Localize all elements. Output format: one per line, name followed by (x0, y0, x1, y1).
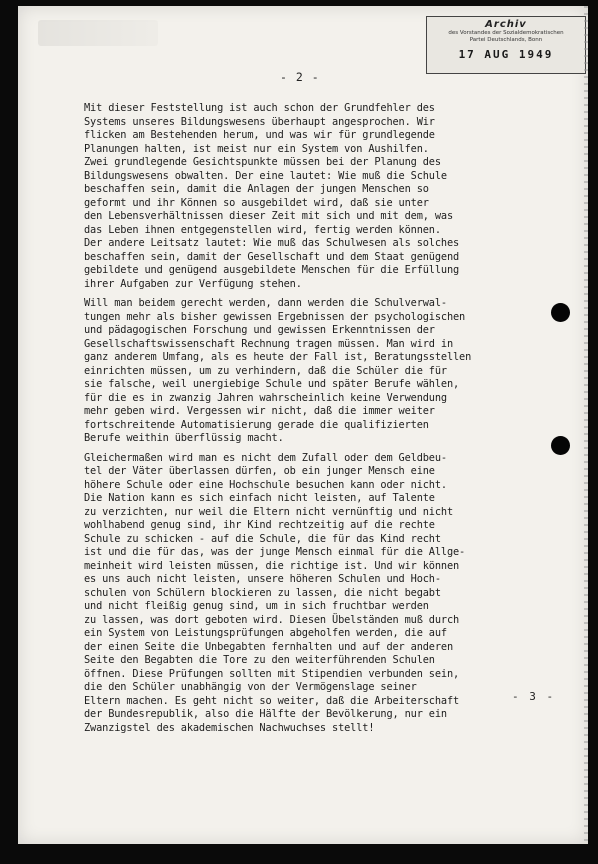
text-line: Systems unseres Bildungswesens überhaupt angesprochen. Wir (84, 115, 435, 128)
text-line: Bildungswesens obwalten. Der eine lautet: Wie muß die Schule (84, 169, 447, 182)
paragraph (84, 297, 584, 446)
text-line: meinheit wird leisten müssen, die richtige ist. Und wir können (84, 559, 460, 572)
text-line: für die es in zwanzig Jahren wahrscheinlich keine Verwendung (84, 391, 447, 404)
archive-stamp (426, 16, 586, 74)
text-line: es uns auch nicht leisten, unsere höheren Schulen und Hoch- (84, 573, 441, 585)
text-line: ganz anderem Umfang, als es heute der Fall ist, Beratungsstellen (84, 351, 472, 363)
text-line: Zwei grundlegende Gesichtspunkte müssen bei der Planung des (84, 156, 441, 168)
text-line: ein System von Leistungsprüfungen abgeholfen werden, die auf (84, 627, 447, 639)
text-line: flicken am Bestehenden herum, und was wir für grundlegende (84, 129, 435, 141)
text-line: der einen Seite die Unbegabten fernhalten und auf der anderen (84, 640, 454, 653)
text-line: beschaffen sein, damit der Gesellschaft und dem Staat genügend (84, 250, 460, 263)
text-line: mehr geben wird. Vergessen wir nicht, daß die immer weiter (84, 405, 435, 417)
text-line: höhere Schule oder eine Hochschule besuchen kann oder nicht. (84, 478, 447, 491)
text-line: die den Schüler unabhängig von der Vermögenslage seiner (84, 681, 417, 693)
text-line: tel der Väter überlassen dürfen, ob ein junger Mensch eine (84, 465, 435, 477)
page-edge-shadow (584, 6, 588, 844)
stamp-title: Archiv (485, 19, 527, 30)
faded-header-mark (38, 20, 158, 46)
text-line: Planungen halten, ist meist nur ein System von Aushilfen. (84, 142, 429, 155)
punch-hole-upper (551, 303, 570, 322)
body-text (84, 102, 584, 741)
text-line: einrichten müssen, um zu verhindern, daß die Schüler die für (84, 364, 447, 377)
text-line: beschaffen sein, damit die Anlagen der jungen Menschen so (84, 183, 429, 195)
text-line: zu lassen, was dort geboten wird. Diesen Übelständen muß durch (84, 613, 460, 626)
text-line: das Leben ihnen entgegenstellen wird, fertig werden können. (84, 223, 441, 236)
paragraph (84, 102, 584, 291)
text-line: Gleichermaßen wird man es nicht dem Zufall oder dem Geldbeu- (84, 451, 447, 464)
text-line: öffnen. Diese Prüfungen sollten mit Stipendien verbunden sein, (84, 667, 460, 680)
text-line: schulen von Schülern blockieren zu lassen, die nicht begabt (84, 586, 441, 599)
page-number: - 2 - (280, 70, 320, 84)
text-line: Berufe weithin überflüssig macht. (84, 432, 284, 444)
text-line: Gesellschaftswissenschaft Rechnung tragen müssen. Man wird in (84, 337, 454, 350)
text-line: zu verzichten, nur weil die Eltern nicht vernünftig und nicht (84, 505, 454, 518)
punch-hole-lower (551, 436, 570, 455)
text-line: Die Nation kann es sich einfach nicht leisten, auf Talente (84, 492, 435, 504)
text-line: tungen mehr als bisher gewissen Ergebnissen der psychologischen (84, 310, 466, 323)
text-line: gebildete und genügend ausgebildete Menschen für die Erfüllung (84, 264, 460, 276)
text-line: Seite den Begabten die Tore zu den weiterführenden Schulen (84, 654, 435, 666)
stamp-line-1: des Vorstandes der Sozialdemokratischen (448, 30, 564, 36)
text-line: ist und die für das, was der junge Mensch einmal für die Allge- (84, 546, 466, 558)
text-line: der Bundesrepublik, also die Hälfte der Bevölkerung, nur ein (84, 708, 447, 720)
text-line: Zwanzigstel des akademischen Nachwuchses stellt! (84, 721, 375, 734)
continuation-marker: - 3 - (512, 690, 556, 703)
text-line: und pädagogischen Forschung und gewissen Erkenntnissen der (84, 324, 435, 336)
text-line: geformt und ihr Können so ausgebildet wird, daß sie unter (84, 196, 429, 209)
document-page (18, 6, 588, 844)
stamp-date: 17 AUG 1949 (458, 48, 554, 61)
stamp-line-2: Partei Deutschlands, Bonn (469, 37, 543, 43)
text-line: Schule zu schicken - auf die Schule, die für das Kind recht (84, 532, 441, 545)
text-line: wohlhabend genug sind, ihr Kind rechtzeitig auf die rechte (84, 519, 435, 531)
text-line: und nicht fleißig genug sind, um in sich fruchtbar werden (84, 600, 429, 612)
text-line: sie falsche, weil unergiebige Schule und später Berufe wählen, (84, 378, 460, 390)
text-line: fortschreitende Automatisierung gerade die qualifizierten (84, 418, 429, 431)
text-line: Will man beidem gerecht werden, dann werden die Schulverwal- (84, 297, 447, 309)
text-line: Mit dieser Feststellung ist auch schon der Grundfehler des (84, 102, 435, 114)
text-line: Der andere Leitsatz lautet: Wie muß das Schulwesen als solches (84, 237, 460, 249)
text-line: ihrer Aufgaben zur Verfügung stehen. (84, 277, 302, 290)
text-line: den Lebensverhältnissen dieser Zeit mit sich und mit dem, was (84, 210, 454, 222)
paragraph (84, 452, 584, 736)
text-line: Eltern machen. Es geht nicht so weiter, daß die Arbeiterschaft (84, 694, 460, 707)
